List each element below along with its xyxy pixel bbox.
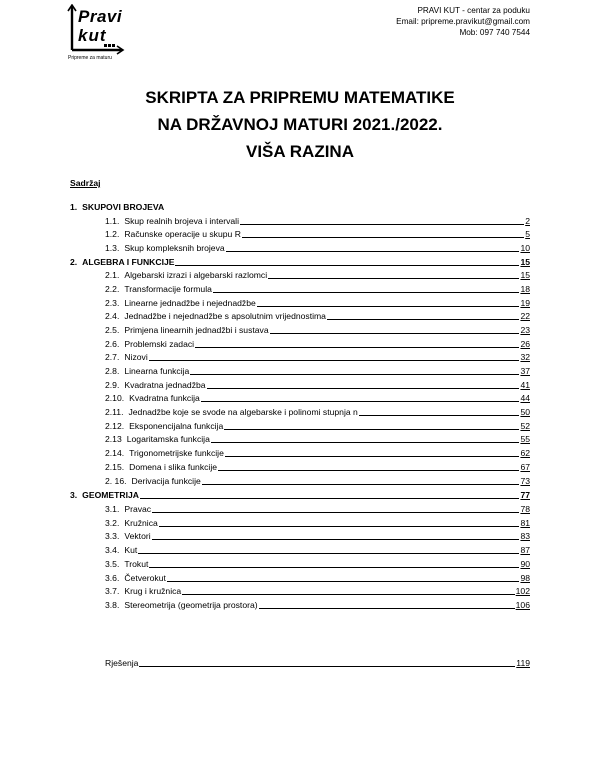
toc-leader-line xyxy=(257,306,520,307)
toc-entry[interactable] xyxy=(105,350,530,362)
toc-entry[interactable] xyxy=(70,200,530,212)
toc-entry-label: SKUPOVI BROJEVA xyxy=(82,202,165,212)
toc-entry-page: 119 xyxy=(516,658,530,668)
toc-entry-page: 98 xyxy=(520,573,530,583)
toc-entry-page: 78 xyxy=(520,504,530,514)
toc-entry[interactable] xyxy=(105,598,530,610)
toc-entry-page: 62 xyxy=(520,448,530,458)
toc-entry-number: 2.10. xyxy=(105,393,125,403)
toc-entry-number: 2.4. xyxy=(105,311,120,321)
toc-entry-label: Stereometrija (geometrija prostora) xyxy=(124,600,258,610)
toc-entry-number: 1. xyxy=(70,202,78,212)
toc-entry-label: Problemski zadaci xyxy=(124,339,195,349)
toc-leader-line xyxy=(149,360,520,361)
toc-entry-number: 3.7. xyxy=(105,586,120,596)
toc-entry[interactable] xyxy=(105,571,530,583)
toc-entry-label: GEOMETRIJA xyxy=(82,490,139,500)
toc-leader-line xyxy=(242,237,524,238)
toc-leader-line xyxy=(211,442,520,443)
toc-entry-page: 10 xyxy=(520,243,530,253)
toc-entry-label: Skup kompleksnih brojeva xyxy=(124,243,225,253)
toc-entry[interactable] xyxy=(105,227,530,239)
toc-entry-page: 52 xyxy=(520,421,530,431)
toc-leader-line xyxy=(226,251,520,252)
title-line-1: SKRIPTA ZA PRIPREMU MATEMATIKE xyxy=(145,88,455,107)
toc-entry-number: 2.2. xyxy=(105,284,120,294)
toc-entry-page: 102 xyxy=(515,586,530,596)
toc-entry-page: 90 xyxy=(520,559,530,569)
toc-entry-label: Linearna funkcija xyxy=(124,366,190,376)
toc-entry[interactable] xyxy=(105,419,530,431)
toc-entry[interactable] xyxy=(105,214,530,226)
toc-leader-line xyxy=(175,265,519,266)
toc-leader-line xyxy=(207,388,520,389)
toc-entry-number: 2.1. xyxy=(105,270,120,280)
toc-entry-label: Kružnica xyxy=(124,518,158,528)
toc-entry-page: 81 xyxy=(520,518,530,528)
toc-entry-label: Trigonometrijske funkcije xyxy=(129,448,224,458)
toc-entry-number: 2. xyxy=(70,257,78,267)
contact-phone: Mob: 097 740 7544 xyxy=(459,28,530,37)
toc-entry-label: ALGEBRA I FUNKCIJE xyxy=(82,257,175,267)
toc-entry-label: Logaritamska funkcija xyxy=(126,434,210,444)
toc-entry-page: 44 xyxy=(520,393,530,403)
toc-entry-page: 73 xyxy=(520,476,530,486)
toc-entry-page: 50 xyxy=(520,407,530,417)
toc-entry-number: 2. 16. xyxy=(105,476,127,486)
toc-entry-page: 77 xyxy=(520,490,530,500)
toc-entry-label: Linearne jednadžbe i nejednadžbe xyxy=(124,298,256,308)
logo xyxy=(64,4,130,60)
toc-entry[interactable] xyxy=(105,516,530,528)
toc-entry[interactable] xyxy=(105,656,530,668)
toc-leader-line xyxy=(224,429,519,430)
contents-heading: Sadržaj xyxy=(70,178,101,188)
logo-word-kut: kut xyxy=(78,26,107,45)
toc-leader-line xyxy=(149,567,519,568)
toc-entry-number: 2.12. xyxy=(105,421,125,431)
toc-entry[interactable] xyxy=(105,543,530,555)
toc-leader-line xyxy=(213,292,520,293)
toc-entry-page: 55 xyxy=(520,434,530,444)
toc-entry-label: Vektori xyxy=(124,531,151,541)
toc-leader-line xyxy=(359,415,520,416)
toc-entry-page: 22 xyxy=(520,311,530,321)
toc-leader-line xyxy=(140,498,519,499)
toc-leader-line xyxy=(201,401,520,402)
title-line-3: VIŠA RAZINA xyxy=(246,142,354,161)
document-title xyxy=(0,84,600,165)
toc-leader-line xyxy=(202,484,520,485)
toc-entry[interactable] xyxy=(105,391,530,403)
toc-leader-line xyxy=(182,594,514,595)
contact-company: PRAVI KUT - centar za poduku xyxy=(417,6,530,15)
toc-entry-label: Krug i kružnica xyxy=(124,586,182,596)
toc-entry[interactable] xyxy=(105,502,530,514)
toc-entry[interactable] xyxy=(105,268,530,280)
toc-entry-label: Derivacija funkcije xyxy=(131,476,201,486)
toc-leader-line xyxy=(138,553,519,554)
toc-entry-page: 32 xyxy=(520,352,530,362)
toc-entry-number: 2.15. xyxy=(105,462,125,472)
toc-entry[interactable] xyxy=(105,529,530,541)
toc-entry-label: Jednadžbe i nejednadžbe s apsolutnim vrijednostima xyxy=(124,311,326,321)
toc-entry[interactable] xyxy=(105,309,530,321)
toc-entry-number: 2.13 xyxy=(105,434,122,444)
toc-entry-page: 41 xyxy=(520,380,530,390)
toc-entry-page: 67 xyxy=(520,462,530,472)
toc-leader-line xyxy=(225,456,520,457)
toc-entry-label: Skup realnih brojeva i intervali xyxy=(124,216,239,226)
toc-entry[interactable] xyxy=(105,405,530,417)
toc-entry-number: 3.6. xyxy=(105,573,120,583)
toc-entry-page: 37 xyxy=(520,366,530,376)
toc-entry-page: 83 xyxy=(520,531,530,541)
toc-leader-line xyxy=(218,470,519,471)
toc-entry-label: Kvadratna jednadžba xyxy=(124,380,206,390)
toc-entry-number: 2.3. xyxy=(105,298,120,308)
toc-entry-label: Domena i slika funkcije xyxy=(129,462,218,472)
toc-leader-line xyxy=(327,319,519,320)
toc-leader-line xyxy=(268,278,519,279)
toc-entry-label: Pravac xyxy=(124,504,152,514)
toc-entry-number: 2.14. xyxy=(105,448,125,458)
toc-entry-page: 5 xyxy=(525,229,530,239)
toc-entry[interactable] xyxy=(105,432,530,444)
toc-entry-label: Transformacije formula xyxy=(124,284,212,294)
toc-entry-page: 18 xyxy=(520,284,530,294)
toc-entry-page: 106 xyxy=(515,600,530,610)
toc-entry-page: 26 xyxy=(520,339,530,349)
toc-entry[interactable] xyxy=(70,255,530,267)
toc-entry-page: 15 xyxy=(520,270,530,280)
toc-entry-page: 87 xyxy=(520,545,530,555)
toc-entry-label: Nizovi xyxy=(124,352,148,362)
toc-leader-line xyxy=(139,666,515,667)
toc-entry[interactable] xyxy=(105,337,530,349)
toc-entry-label: Četverokut xyxy=(124,573,166,583)
toc-entry-label: Rješenja xyxy=(105,658,139,668)
toc-leader-line xyxy=(152,512,519,513)
toc-entry[interactable] xyxy=(105,378,530,390)
toc-entry[interactable] xyxy=(105,364,530,376)
toc-entry[interactable] xyxy=(105,323,530,335)
toc-entry[interactable] xyxy=(105,282,530,294)
toc-leader-line xyxy=(195,347,519,348)
toc-entry-label: Jednadžbe koje se svode na algebarske i polinomi stupnja n xyxy=(128,407,358,417)
toc-entry-label: Kut xyxy=(124,545,138,555)
toc-entry-number: 3.3. xyxy=(105,531,120,541)
toc-entry[interactable] xyxy=(105,557,530,569)
toc-entry-number: 2.6. xyxy=(105,339,120,349)
toc-entry-label: Primjena linearnih jednadžbi i sustava xyxy=(124,325,269,335)
toc-entry-number: 3.1. xyxy=(105,504,120,514)
toc-entry-number: 2.9. xyxy=(105,380,120,390)
toc-entry-number: 3.2. xyxy=(105,518,120,528)
toc-entry[interactable] xyxy=(105,474,530,486)
toc-entry-number: 2.8. xyxy=(105,366,120,376)
toc-entry-number: 3. xyxy=(70,490,78,500)
toc-leader-line xyxy=(270,333,520,334)
toc-leader-line xyxy=(259,608,515,609)
logo-word-pravi: Pravi xyxy=(78,7,123,26)
toc-entry-number: 2.5. xyxy=(105,325,120,335)
toc-entry[interactable] xyxy=(105,296,530,308)
toc-leader-line xyxy=(190,374,519,375)
toc-leader-line xyxy=(167,581,520,582)
contact-block xyxy=(396,5,530,38)
toc-leader-line xyxy=(152,539,520,540)
toc-entry[interactable] xyxy=(105,241,530,253)
toc-entry-number: 2.11. xyxy=(105,407,124,417)
toc-entry-number: 1.1. xyxy=(105,216,120,226)
toc-entry[interactable] xyxy=(70,488,530,500)
toc-entry-page: 2 xyxy=(525,216,530,226)
toc-entry-label: Računske operacije u skupu R xyxy=(124,229,241,239)
toc-entry-number: 1.2. xyxy=(105,229,120,239)
toc-entry-number: 3.4. xyxy=(105,545,120,555)
toc-entry-page: 15 xyxy=(520,257,530,267)
toc-entry[interactable] xyxy=(105,446,530,458)
toc-entry-page: 19 xyxy=(520,298,530,308)
logo-tagline: Pripreme za maturu xyxy=(68,55,112,61)
toc-entry-label: Kvadratna funkcija xyxy=(129,393,200,403)
toc-entry-label: Trokut xyxy=(124,559,149,569)
toc-entry-page: 23 xyxy=(520,325,530,335)
toc-entry-number: 2.7. xyxy=(105,352,120,362)
title-line-2: NA DRŽAVNOJ MATURI 2021./2022. xyxy=(157,115,443,134)
toc-leader-line xyxy=(240,224,524,225)
toc-entry-label: Eksponencijalna funkcija xyxy=(129,421,224,431)
toc-leader-line xyxy=(159,526,520,527)
toc-entry[interactable] xyxy=(105,460,530,472)
toc-entry[interactable] xyxy=(105,584,530,596)
toc-entry-label: Algebarski izrazi i algebarski razlomci xyxy=(124,270,268,280)
toc-entry-number: 3.5. xyxy=(105,559,120,569)
contact-email[interactable]: Email: pripreme.pravikut@gmail.com xyxy=(396,17,530,26)
toc-entry-number: 3.8. xyxy=(105,600,120,610)
toc-entry-number: 1.3. xyxy=(105,243,120,253)
